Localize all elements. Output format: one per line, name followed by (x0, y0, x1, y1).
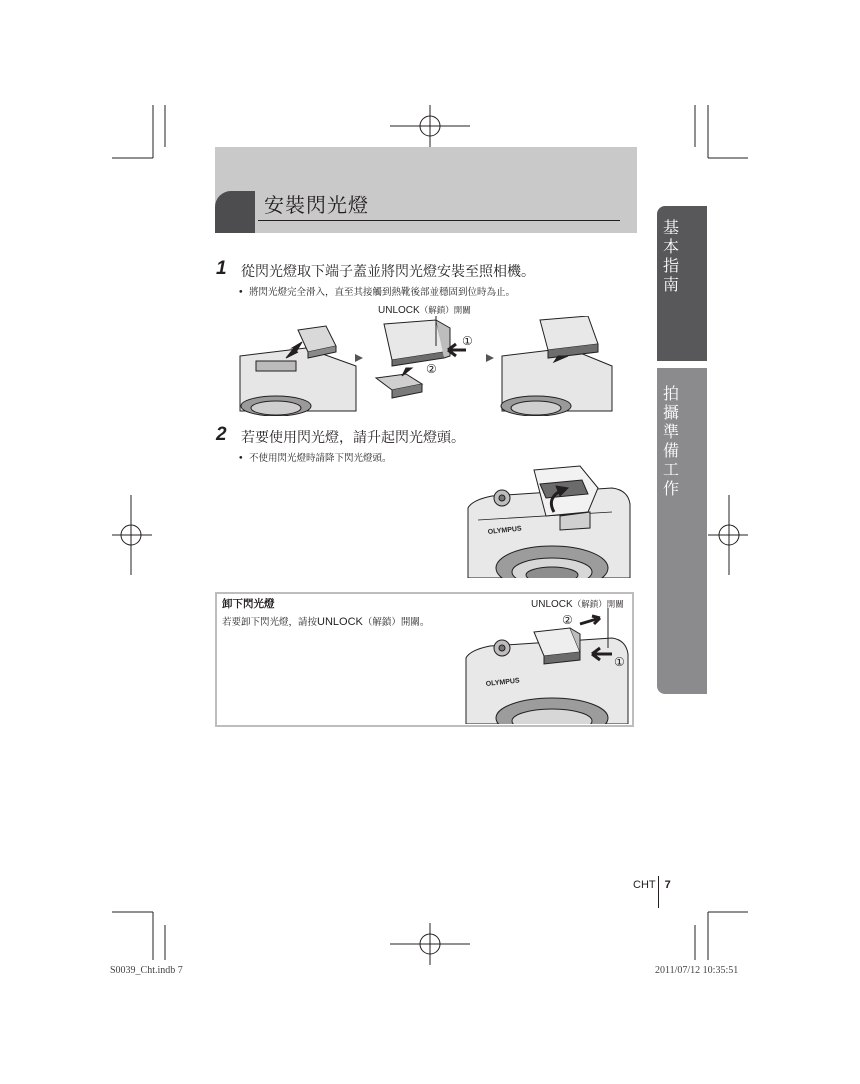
camera-brand-logo: OLYMPUS (485, 677, 521, 688)
section-header-tab (215, 191, 255, 233)
flash-remove-illustration (462, 608, 632, 724)
side-tab-label: 基本指南 (663, 218, 680, 294)
marker-2: ② (426, 362, 437, 376)
camera-brand-logo: OLYMPUS (487, 525, 523, 536)
unlock-callout-1: UNLOCK（解鎖）開關 (378, 305, 471, 316)
tip-box-title: 卸下閃光燈 (222, 598, 275, 610)
step-2-number: 2 (216, 424, 227, 445)
footer-file-slug: S0039_Cht.indb 7 (110, 965, 183, 976)
registration-mark-top (390, 105, 470, 147)
step-1-number: 1 (216, 258, 227, 279)
page-number: CHT 7 (633, 879, 671, 891)
side-tab-basic-guide[interactable] (657, 206, 707, 361)
section-title: 安裝閃光燈 (264, 193, 369, 217)
marker-1: ① (462, 334, 473, 348)
footer-timestamp: 2011/07/12 10:35:51 (655, 965, 739, 976)
step-2-text: 若要使用閃光燈，請升起閃光燈頭。 (241, 430, 465, 446)
side-tab-preparation[interactable] (657, 368, 707, 694)
step-2-note: • 不使用閃光燈時請降下閃光燈頭。 (238, 453, 392, 464)
marker-1: ① (614, 655, 625, 669)
flash-raised-illustration (462, 464, 640, 578)
page-number-divider (658, 876, 659, 908)
step-1-text: 從閃光燈取下端子蓋並將閃光燈安裝至照相機。 (241, 264, 535, 280)
marker-2: ② (562, 613, 573, 627)
tip-box-body: 若要卸下閃光燈，請按UNLOCK（解鎖）開關。 (222, 616, 430, 628)
registration-mark-right (708, 495, 748, 575)
registration-mark-left (112, 495, 152, 575)
step-1-note: • 將閃光燈完全滑入，直至其接觸到熱靴後部並穩固到位時為止。 (238, 287, 516, 298)
title-underline (258, 220, 620, 221)
side-tab-label: 拍攝準備工作 (663, 384, 680, 498)
registration-mark-bottom (390, 923, 470, 965)
unlock-callout-2: UNLOCK（解鎖）開關 (531, 599, 624, 610)
